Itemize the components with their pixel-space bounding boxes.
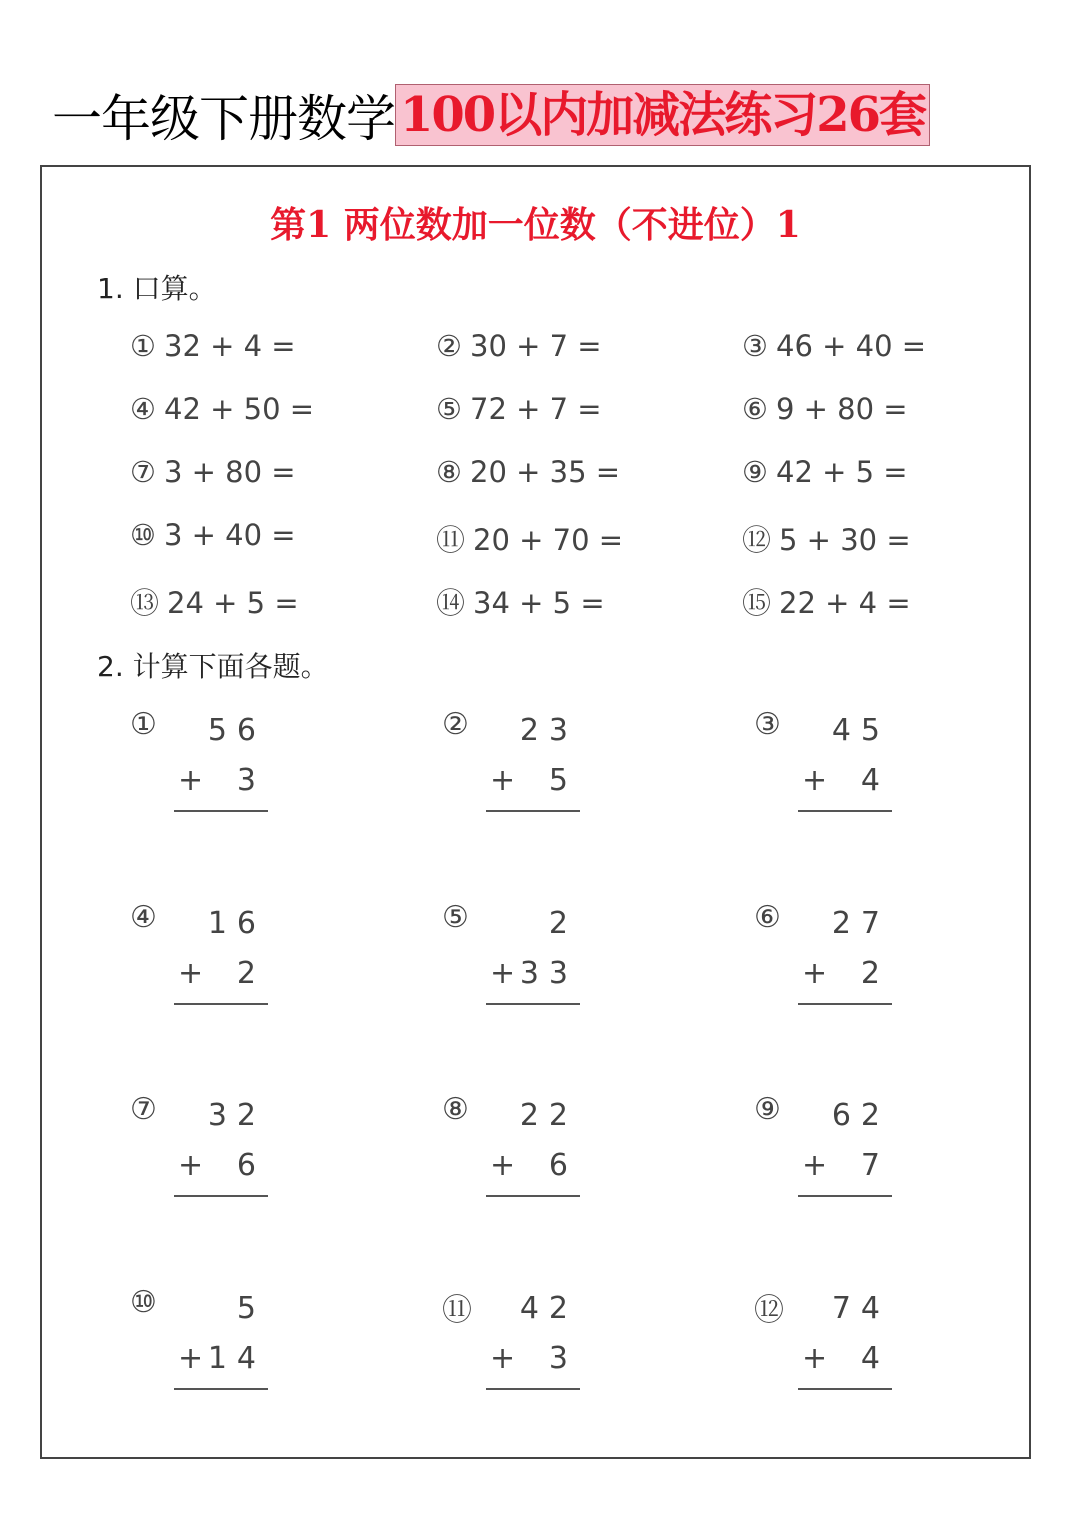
- operator: +: [178, 763, 204, 798]
- item-expression: 72 + 7 =: [470, 392, 602, 426]
- top-operand: 56: [207, 713, 266, 748]
- item-expression: 3 + 40 =: [164, 518, 296, 552]
- item-number: ②: [436, 329, 462, 363]
- item-number: ⑪: [436, 523, 466, 557]
- oral-item: [742, 392, 908, 426]
- problem-number: ⑨: [754, 1092, 781, 1127]
- item-number: ⑤: [436, 392, 462, 426]
- operator: +: [490, 1341, 516, 1376]
- item-expression: 9 + 80 =: [776, 392, 908, 426]
- page-title-highlight: 100以内加减法练习26套: [395, 84, 930, 146]
- top-operand: 5: [236, 1291, 266, 1326]
- item-number: ⑩: [130, 518, 156, 552]
- item-expression: 20 + 35 =: [470, 455, 621, 489]
- oral-item: [130, 518, 296, 552]
- item-number: ⑥: [742, 392, 768, 426]
- oral-item: [130, 455, 296, 489]
- top-operand: 27: [831, 906, 890, 941]
- operator: +: [178, 1148, 204, 1183]
- bottom-operand: 14: [207, 1341, 266, 1376]
- top-operand: 2: [548, 906, 578, 941]
- answer-line: [486, 1003, 580, 1005]
- answer-line: [798, 1388, 892, 1390]
- bottom-operand: 4: [860, 1341, 890, 1376]
- problem-number: ⑦: [130, 1092, 157, 1127]
- oral-item: [742, 518, 911, 559]
- operator: +: [802, 763, 828, 798]
- item-number: ⑭: [436, 586, 466, 620]
- vertical-problem: [130, 900, 270, 1010]
- oral-item: [436, 455, 620, 489]
- oral-item: [130, 581, 299, 622]
- item-number: ①: [130, 329, 156, 363]
- bottom-operand: 7: [860, 1148, 890, 1183]
- bottom-operand: 2: [236, 956, 266, 991]
- vertical-problem: [130, 707, 270, 817]
- top-operand: 22: [519, 1098, 578, 1133]
- vertical-problem: [130, 1092, 270, 1202]
- bottom-operand: 2: [860, 956, 890, 991]
- bottom-operand: 33: [519, 956, 578, 991]
- answer-line: [486, 1388, 580, 1390]
- operator: +: [802, 956, 828, 991]
- bottom-operand: 5: [548, 763, 578, 798]
- oral-item: [436, 392, 602, 426]
- item-expression: 22 + 4 =: [779, 586, 911, 620]
- item-number: ④: [130, 392, 156, 426]
- problem-number: ④: [130, 900, 157, 935]
- item-number: ⑬: [130, 586, 160, 620]
- problem-number: ②: [442, 707, 469, 742]
- page-title-main: 一年级下册数学: [52, 90, 395, 148]
- worksheet-title: 第1 两位数加一位数（不进位）1: [270, 204, 801, 246]
- problem-number: ③: [754, 707, 781, 742]
- top-operand: 74: [831, 1291, 890, 1326]
- item-expression: 20 + 70 =: [473, 523, 624, 557]
- answer-line: [174, 1388, 268, 1390]
- item-number: ⑮: [742, 586, 772, 620]
- answer-line: [798, 1003, 892, 1005]
- problem-number: ⑧: [442, 1092, 469, 1127]
- problem-number: ⑫: [754, 1293, 784, 1328]
- operator: +: [178, 956, 204, 991]
- vertical-problem: [754, 900, 894, 1010]
- operator: +: [490, 1148, 516, 1183]
- answer-line: [174, 1003, 268, 1005]
- item-number: ⑨: [742, 455, 768, 489]
- problem-number: ①: [130, 707, 157, 742]
- answer-line: [174, 1195, 268, 1197]
- operator: +: [490, 763, 516, 798]
- oral-item: [742, 581, 911, 622]
- answer-line: [174, 810, 268, 812]
- top-operand: 23: [519, 713, 578, 748]
- top-operand: 16: [207, 906, 266, 941]
- oral-item: [742, 455, 908, 489]
- bottom-operand: 3: [548, 1341, 578, 1376]
- oral-item: [436, 581, 605, 622]
- operator: +: [178, 1341, 204, 1376]
- page-title: [52, 80, 930, 150]
- problem-number: ⑩: [130, 1285, 157, 1320]
- top-operand: 45: [831, 713, 890, 748]
- oral-item: [130, 392, 314, 426]
- item-expression: 42 + 5 =: [776, 455, 908, 489]
- item-expression: 34 + 5 =: [473, 586, 605, 620]
- answer-line: [486, 1195, 580, 1197]
- answer-line: [798, 1195, 892, 1197]
- item-expression: 32 + 4 =: [164, 329, 296, 363]
- vertical-problem: [754, 707, 894, 817]
- operator: +: [802, 1341, 828, 1376]
- vertical-problem: [442, 707, 582, 817]
- answer-line: [798, 810, 892, 812]
- item-expression: 42 + 50 =: [164, 392, 315, 426]
- operator: +: [490, 956, 516, 991]
- vertical-problem: [754, 1285, 894, 1395]
- item-expression: 30 + 7 =: [470, 329, 602, 363]
- item-expression: 3 + 80 =: [164, 455, 296, 489]
- bottom-operand: 6: [236, 1148, 266, 1183]
- vertical-problem: [754, 1092, 894, 1202]
- vertical-problem: [442, 900, 582, 1010]
- answer-line: [486, 810, 580, 812]
- item-number: ③: [742, 329, 768, 363]
- item-number: ⑦: [130, 455, 156, 489]
- bottom-operand: 4: [860, 763, 890, 798]
- oral-item: [436, 518, 623, 559]
- bottom-operand: 6: [548, 1148, 578, 1183]
- bottom-operand: 3: [236, 763, 266, 798]
- top-operand: 42: [519, 1291, 578, 1326]
- top-operand: 32: [207, 1098, 266, 1133]
- section-vertical-heading: 2. 计算下面各题。: [97, 650, 329, 683]
- item-number: ⑧: [436, 455, 462, 489]
- problem-number: ⑪: [442, 1293, 472, 1328]
- oral-item: [436, 329, 602, 363]
- operator: +: [802, 1148, 828, 1183]
- item-expression: 46 + 40 =: [776, 329, 927, 363]
- problem-number: ⑥: [754, 900, 781, 935]
- item-expression: 24 + 5 =: [167, 586, 299, 620]
- vertical-problem: [442, 1285, 582, 1395]
- problem-number: ⑤: [442, 900, 469, 935]
- item-expression: 5 + 30 =: [779, 523, 911, 557]
- top-operand: 62: [831, 1098, 890, 1133]
- oral-item: [130, 329, 296, 363]
- vertical-problem: [130, 1285, 270, 1395]
- worksheet: [40, 165, 1031, 1459]
- oral-item: [742, 329, 926, 363]
- section-oral-heading: 1. 口算。: [97, 272, 217, 305]
- vertical-problem: [442, 1092, 582, 1202]
- item-number: ⑫: [742, 523, 772, 557]
